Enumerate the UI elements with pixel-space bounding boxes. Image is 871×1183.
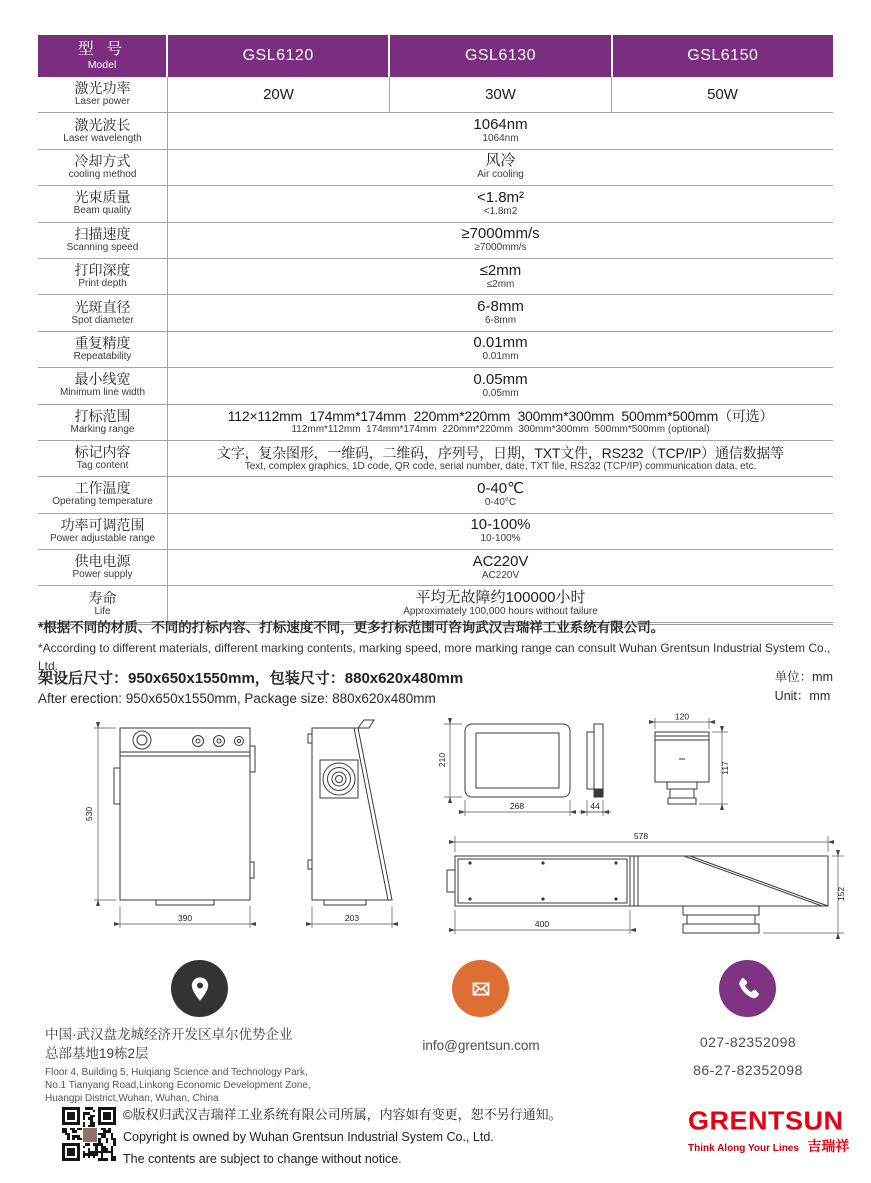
table-row bbox=[38, 550, 833, 586]
footnote-zh: *根据不同的材质、不同的打标内容、打标速度不同，更多打标范围可咨询武汉吉瑞祥工业系统有限公司。 bbox=[38, 620, 665, 635]
header-model-gsl6150: GSL6150 bbox=[687, 47, 759, 64]
row-label-zh: 工作温度 bbox=[74, 480, 131, 497]
row-label-zh: 打标范围 bbox=[74, 407, 131, 424]
row-value: 1064nm 1064nm bbox=[473, 116, 528, 145]
row-label bbox=[38, 441, 168, 476]
row-value: 文字，复杂图形，一维码，二维码，序列号，日期，TXT文件，RS232（TCP/IP）通信数据等 Text, complex graphics, 1D code, QR code, serial number, date, TXT file, RS232 (TCP/IP) communication data, etc. bbox=[217, 444, 784, 472]
address-en-line2: No.1 Tianyang Road,Linkong Economic Development Zone, bbox=[45, 1080, 311, 1091]
drawing-cabinet-side-dims bbox=[312, 906, 392, 928]
drawing-monitor-dims bbox=[437, 724, 570, 816]
dim-cabinet-width: 390 bbox=[177, 913, 193, 923]
phone-number-1: 027-82352098 bbox=[699, 1034, 797, 1050]
logo-tagline bbox=[688, 1136, 868, 1156]
table-row bbox=[38, 223, 833, 259]
logo-tagline-en: Think Along Your Lines bbox=[688, 1143, 799, 1154]
row-label-en: Print depth bbox=[78, 278, 127, 290]
location-icon bbox=[171, 960, 228, 1017]
header-model-gsl6120: GSL6120 bbox=[168, 35, 390, 77]
row-label bbox=[38, 113, 168, 148]
table-row bbox=[38, 368, 833, 404]
row-label-zh: 打印深度 bbox=[74, 262, 131, 279]
row-label-zh: 激光波长 bbox=[74, 116, 131, 133]
technical-drawings bbox=[38, 711, 846, 952]
row-label-zh: 冷却方式 bbox=[74, 152, 131, 169]
drawing-monitor-side-dims bbox=[579, 800, 611, 816]
header-model-label bbox=[38, 35, 168, 77]
row-label bbox=[38, 259, 168, 294]
dim-rail-height: 152 bbox=[836, 886, 846, 902]
size-info bbox=[38, 668, 833, 709]
row-label-zh: 扫描速度 bbox=[74, 225, 131, 242]
dim-head-height: 117 bbox=[720, 761, 730, 775]
row-value: ≥7000mm/s ≥7000mm/s bbox=[461, 225, 540, 254]
address-en-line1: Floor 4, Building 5, Huiqiang Science and Technology Park, bbox=[45, 1067, 308, 1078]
unit-zh: 单位：mm bbox=[774, 670, 833, 684]
dim-cabinet-height: 530 bbox=[84, 806, 94, 822]
drawing-head-front bbox=[655, 732, 709, 804]
row-value: 10-100% 10-100% bbox=[470, 516, 531, 545]
row-label-zh: 供电电源 bbox=[74, 553, 131, 570]
spec-table bbox=[38, 35, 833, 625]
row-label bbox=[38, 295, 168, 330]
size-text-en: After erection: 950x650x1550mm, Package size: 880x620x480mm bbox=[38, 691, 436, 706]
row-label-en: Marking range bbox=[70, 423, 135, 435]
drawing-cabinet-dims bbox=[84, 728, 250, 928]
row-label-zh: 激光功率 bbox=[74, 80, 131, 97]
table-row bbox=[38, 259, 833, 295]
row-label-zh: 重复精度 bbox=[74, 334, 131, 351]
row-label-zh: 光斑直径 bbox=[74, 298, 131, 315]
address-zh-line2: 总部基地19栋2层 bbox=[45, 1046, 149, 1061]
table-row bbox=[38, 113, 833, 149]
row-value: <1.8m² <1.8m2 bbox=[476, 188, 525, 217]
dim-monitor-depth: 44 bbox=[590, 801, 600, 811]
power-value-50w: 50W bbox=[611, 77, 833, 112]
row-label bbox=[38, 77, 168, 112]
qr-center-logo bbox=[82, 1127, 98, 1143]
power-value-30w: 30W bbox=[389, 77, 611, 112]
phone-icon bbox=[719, 960, 776, 1017]
row-label-en: Minimum line width bbox=[59, 387, 146, 399]
row-value: 平均无故障约100000小时 Approximately 100,000 hours without failure bbox=[403, 589, 598, 618]
dim-rail-body-length: 400 bbox=[534, 919, 550, 929]
dim-monitor-height: 210 bbox=[437, 752, 447, 768]
row-label-en: Operating temperature bbox=[52, 496, 153, 508]
footnote bbox=[38, 618, 833, 675]
row-label bbox=[38, 586, 168, 621]
table-row bbox=[38, 477, 833, 513]
drawing-monitor-side bbox=[587, 724, 603, 797]
row-label-zh: 光束质量 bbox=[74, 189, 131, 206]
row-label-en: Scanning speed bbox=[66, 241, 139, 253]
row-label-en: Power adjustable range bbox=[49, 532, 156, 544]
table-row-tag-content bbox=[38, 441, 833, 477]
table-row-life bbox=[38, 586, 833, 621]
power-value-20w: 20W bbox=[263, 85, 294, 103]
dim-cabinet-depth: 203 bbox=[344, 913, 360, 923]
row-label bbox=[38, 477, 168, 512]
phone-number-2: 86-27-82352098 bbox=[693, 1062, 803, 1078]
grentsun-logo bbox=[688, 1108, 868, 1156]
header-model-gsl6130: GSL6130 bbox=[390, 35, 612, 77]
table-row bbox=[38, 295, 833, 331]
row-value: 0.05mm 0.05mm bbox=[473, 370, 528, 399]
row-value: 112×112mm 174mm*174mm 220mm*220mm 300mm*300mm 500mm*500mm（可选） 112mm*112mm 174mm*174mm 220mm*220mm 300mm*300mm 500mm*500mm (optional) bbox=[227, 408, 774, 436]
logo-wordmark: GRENTSUN bbox=[688, 1106, 844, 1136]
drawing-rail-assembly bbox=[447, 856, 828, 933]
table-row-laser-power bbox=[38, 77, 833, 113]
size-text bbox=[38, 668, 463, 709]
drawing-monitor-front bbox=[465, 724, 570, 797]
table-row-marking-range bbox=[38, 405, 833, 441]
drawing-rail-dims bbox=[455, 831, 846, 934]
address-block bbox=[45, 1025, 375, 1105]
row-label bbox=[38, 223, 168, 258]
table-row bbox=[38, 332, 833, 368]
size-text-zh: 架设后尺寸：950x650x1550mm，包装尺寸：880x620x480mm bbox=[38, 670, 464, 687]
row-label-en: cooling method bbox=[68, 168, 137, 180]
copyright-block bbox=[123, 1103, 603, 1170]
drawing-cabinet-front bbox=[114, 728, 255, 905]
address-zh-line1: 中国·武汉盘龙城经济开发区卓尔优势企业 bbox=[45, 1027, 293, 1042]
row-label-zh: 寿命 bbox=[88, 589, 117, 606]
header-label-zh: 型 号 bbox=[77, 41, 127, 58]
row-value: ≤2mm ≤2mm bbox=[479, 261, 522, 290]
copyright-zh: ©版权归武汉吉瑞祥工业系统有限公司所属，内容如有变更，恕不另行通知。 bbox=[123, 1107, 562, 1122]
row-value: 6-8mm 6-8mm bbox=[477, 298, 524, 327]
row-label bbox=[38, 514, 168, 549]
row-label-en: Beam quality bbox=[73, 205, 132, 217]
row-value: AC220V AC220V bbox=[472, 552, 529, 581]
row-label bbox=[38, 550, 168, 585]
row-label-zh: 最小线宽 bbox=[74, 371, 131, 388]
row-label-en: Power supply bbox=[72, 569, 133, 581]
unit-en: Unit：mm bbox=[774, 689, 831, 703]
dim-head-width: 120 bbox=[674, 711, 690, 722]
drawing-head-dims bbox=[655, 712, 730, 805]
row-value: 0-40℃ 0-40°C bbox=[477, 479, 524, 508]
row-label-en: Life bbox=[94, 605, 111, 617]
row-label bbox=[38, 186, 168, 221]
row-value: 0.01mm 0.01mm bbox=[473, 334, 528, 363]
row-label-en: Laser power bbox=[74, 96, 131, 108]
logo-tagline-zh: 吉瑞祥 bbox=[807, 1138, 850, 1154]
row-label-en: Repeatability bbox=[73, 350, 132, 362]
address-en-line3: Huangpi District,Wuhan, Wuhan, China bbox=[45, 1093, 219, 1104]
table-header bbox=[38, 35, 833, 77]
row-label-en: Tag content bbox=[76, 460, 129, 472]
row-label bbox=[38, 150, 168, 185]
copyright-en-line2: The contents are subject to change without notice. bbox=[123, 1152, 402, 1166]
address-en bbox=[45, 1066, 375, 1105]
copyright-en-line1: Copyright is owned by Wuhan Grentsun Industrial System Co., Ltd. bbox=[123, 1130, 494, 1144]
footnote-en: *According to different materials, different marking contents, marking speed, more marking range can consult Wuhan Grentsun Industrial System Co., Ltd. bbox=[38, 641, 831, 673]
email-icon bbox=[452, 960, 509, 1017]
row-label bbox=[38, 368, 168, 403]
table-row bbox=[38, 186, 833, 222]
row-label bbox=[38, 405, 168, 440]
drawing-cabinet-side bbox=[308, 720, 392, 905]
row-label-en: Spot diameter bbox=[71, 314, 134, 326]
dim-monitor-width: 268 bbox=[509, 801, 525, 811]
email-address: info@grentsun.com bbox=[422, 1038, 540, 1053]
row-value: 风冷 Air cooling bbox=[477, 152, 524, 181]
table-row bbox=[38, 150, 833, 186]
unit-label bbox=[775, 668, 833, 709]
row-label-zh: 标记内容 bbox=[74, 444, 131, 461]
dim-rail-total-length: 578 bbox=[633, 831, 649, 841]
header-label-en: Model bbox=[87, 59, 117, 71]
row-label-en: Laser wavelength bbox=[63, 132, 142, 144]
row-label bbox=[38, 332, 168, 367]
row-label-zh: 功率可调范围 bbox=[60, 516, 145, 533]
phone-numbers bbox=[663, 1028, 833, 1084]
table-row bbox=[38, 514, 833, 550]
